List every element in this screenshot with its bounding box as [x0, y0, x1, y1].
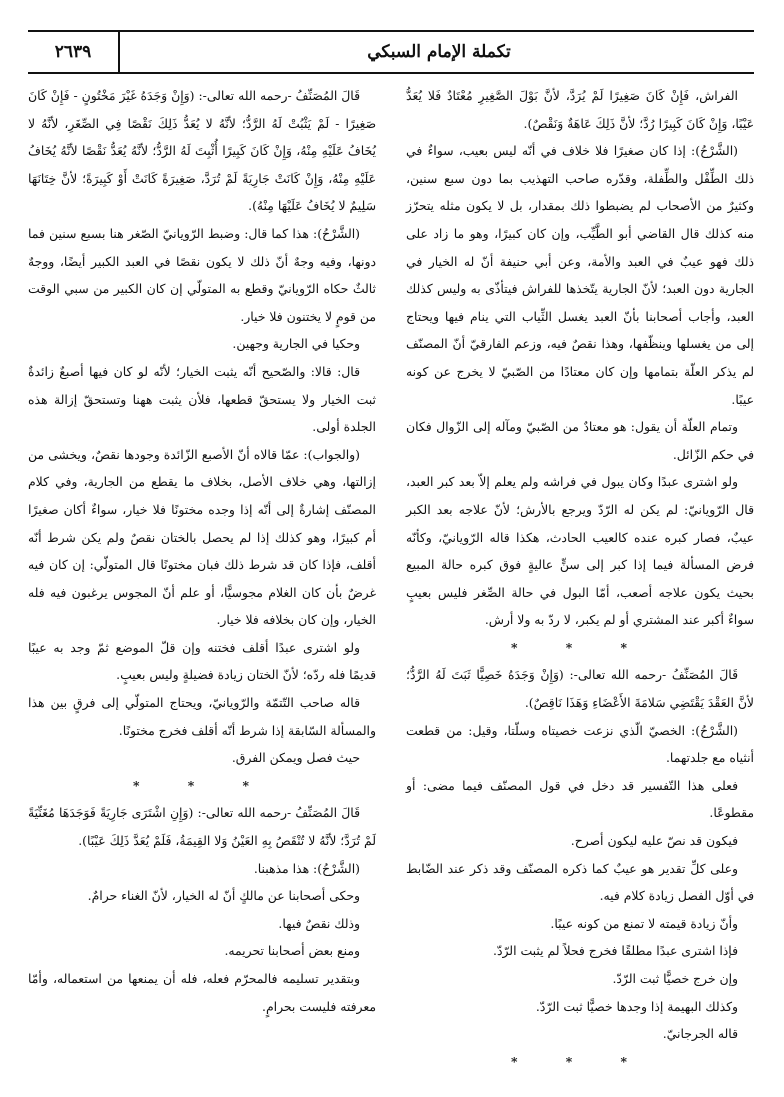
paragraph: وتمام العلّة أن يقول: هو معتادٌ من الصّبيّ ومآله إلى الزّوال فكان في حكم الزّائل.: [406, 419, 754, 462]
paragraph: قال: قالا: والصّحيح أنّه يثبت الخيار؛ لأنّه لو كان فيها أصبعٌ زائدةٌ ثبت الخيار ولا يستحقّ قطعها، فلأن يثبت ههنا وتستحقّ إزالة هذه الجلدة أولى.: [28, 363, 376, 435]
paragraph: وبتقدير تسليمه فالمحرّم فعله، فله أن يمنعها من استعماله، وأمّا معرفته فليست بحرامٍ.: [28, 971, 376, 1014]
page-header: [28, 30, 754, 74]
paragraph: ومنع بعض أصحابنا تحريمه.: [224, 943, 360, 959]
text-columns: [28, 82, 754, 1082]
section-separator: * * *: [510, 1053, 650, 1069]
paragraph: فيكون قد نصّ عليه ليكون أصرح.: [570, 833, 738, 849]
paragraph: فإذا اشترى عبدًا مطلقًا فخرج فحلاً لم يثبت الرّدّ.: [493, 943, 738, 959]
paragraph: (والجواب): عمّا قالاه أنّ الأصبع الزّائدة وجودها نقصٌ، ويخشى من إزالتها، وهي خلاف الأصل، بخلاف ما يقطع من الجارية، وفي كلام المصنّف إشارةٌ إلى أنّه إذا وجده مختونًا فلا خيار، سواءٌ أكان صغيرًا أم كبيرًا، وهو كذلك إذا لم يحصل بالختان نقصٌ ولم يكن شرط أنّه أقلف، فإذا كان قد شرط ذلك فبان مختونًا قال المتولّي: إن كان فيه غرضٌ بأن كان الغلام مجوسيًّا، أو علم أنّ المجوس يرغبون فيه فله الخيار، وإن كان بخلافه فلا خيار.: [28, 446, 376, 628]
book-page: [28, 30, 754, 1082]
left-column: [28, 82, 376, 1020]
paragraph: الفراش، فَإِنْ كَانَ صَغِيرًا لَمْ يُرَدَّ، لأنَّ بَوْلَ الصَّغِيرِ مُعْتَادٌ فَلا يُعَدُّ عَيْبًا، وَإِنْ كَانَ كَبِيرًا رُدَّ؛ لأنَّ ذَلِكَ عَاهَةٌ وَنَقْصٌ).: [406, 88, 754, 131]
right-column: [406, 82, 754, 1075]
paragraph: وإن خرج خصيًّا ثبت الرّدّ.: [612, 971, 738, 986]
paragraph: ولو اشترى عبدًا وكان يبول في فراشه ولم يعلم إلاّ بعد كبر العبد، قال الرّويانيّ: لم يكن له الرّدّ ويرجع بالأرش؛ لأنّ علاجه بعد الكبر عيبٌ، فصار كبره عنده كالعيب الحادث، هكذا قاله الرّويانيّ، وكأنّه فرض المسألة فيما إذا كبر إلى سنٍّ عاليةٍ فوق كبره حالة المبيع بحيث يكون علاجه أصعب، أمّا البول في حالة الصِّغر فليس بعيبٍ سواءٌ أكبر عند المشتري أو لم يكبر، لا ردّ به ولا أرش.: [406, 474, 754, 628]
paragraph: قاله صاحب التّتمّة والرّويانيّ، ويحتاج المتولّي إلى فرقٍ بين هذا والمسألة السّابقة إذا شرط أنّه أقلف فخرج مختونًا.: [28, 695, 376, 738]
paragraph: قَالَ المُصَنِّفُ -رحمه الله تعالى-: (وَإِنْ وَجَدَهُ خَصِيًّا ثَبَتَ لَهُ الرَّدُّ؛ لأنَّ العَقْدَ يَقْتَضِي سَلامَةَ الأَعْضَاءِ وَهَذَا نَاقِصٌ).: [406, 667, 754, 711]
paragraph: حيث فصل ويمكن الفرق.: [231, 750, 360, 766]
paragraph: ولو اشترى عبدًا أقلف فختنه وإن قلّ الموضع ثمّ وجد به عيبًا قديمًا فله ردّه؛ لأنّ الختان زيادة فضيلةٍ وليس بعيبٍ.: [28, 639, 376, 683]
paragraph: (الشَّرْحُ): إذا كان صغيرًا فلا خلاف في أنّه ليس بعيب، سواءٌ في ذلك الطِّفْل والطِّفلة، وقدّره صاحب التهذيب بما دون سبع سنين، وكثيرٌ من الأصحاب لم يضبطوا ذلك بمقدار، بل لا يكون مثله يتحرّز منه كذلك قال القاضي أبو الطَّيِّب، وإن كان كبيرًا، وهو ما زاد على ذلك فهو عيبٌ في العبد والأمة، وعن أبي حنيفة أنّ له الخيار في الجارية دون العبد؛ لأنّ الجارية يتّخذها للفراش فيتأذّى به وليس كذلك العبد، وأجاب أصحابنا بأنّ العبد يغسل الثِّياب التي ينام فيها ويحتاج إلى من يغسلها وينظّفها، وهذا نقصٌ فيه، وزعم الفارقيّ أنّ المصنّف لم يذكر العلّة بتمامها وإن كان معتادًا من الصّبيّ لا يخرج عن كونه عيبًا.: [406, 143, 754, 407]
paragraph: وحكى أصحابنا عن مالكٍ أنّ له الخيار، لأنّ الغناء حرامٌ.: [87, 888, 360, 904]
paragraph: قَالَ المُصَنِّفُ -رحمه الله تعالى-: (وَإِنِ اشْتَرَى جَارِيَةً فَوَجَدَهَا مُغَنِّيَةً لَمْ تُرَدَّ؛ لأنَّهُ لا تُنْقَصُ بِهِ العَيْنُ وَلا القِيمَةُ، فَلَمْ يُعَدَّ ذَلِكَ عَيْبًا).: [28, 805, 376, 849]
paragraph: وأنّ زيادة قيمته لا تمنع من كونه عيبًا.: [550, 915, 738, 931]
paragraph: قاله الجرجانيّ.: [662, 1026, 738, 1042]
section-separator: * * *: [132, 777, 272, 793]
section-separator: * * *: [510, 639, 650, 655]
paragraph: (الشَّرْحُ): هذا مذهبنا.: [253, 860, 360, 876]
paragraph: وكذلك البهيمة إذا وجدها خصيًّا ثبت الرّدّ.: [535, 998, 738, 1014]
paragraph: فعلى هذا التّفسير قد دخل في قول المصنّف فيما مضى: أو مقطوعًا.: [406, 777, 754, 821]
paragraph: وحكيا في الجارية وجهين.: [232, 336, 360, 352]
paragraph: (الشَّرْحُ): الخصيّ الّذي نزعت خصيتاه وسلّتا، وقيل: من قطعت أنثياه مع جلدتهما.: [406, 722, 754, 766]
page-number: ٢٦٣٩: [28, 32, 120, 72]
paragraph: (الشَّرْحُ): هذا كما قال: وضبط الرّويانيّ الصّغر هنا بسبع سنين فما دونها، وفيه وجهٌ أنّ ذلك لا يكون نقصًا في العبد الكبير أيضًا، ووجهٌ ثالثٌ حكاه الرّويانيّ وقطع به المتولّي إن كان الكبير من سبي الوقت من قومٍ لا يختنون فلا خيار.: [28, 225, 376, 324]
paragraph: قَالَ المُصَنِّفُ -رحمه الله تعالى-: (وَإِنْ وَجَدَهُ غَيْرَ مَخْتُونٍ - فَإِنْ كَانَ صَغِيرًا - لَمْ يَثْبُتْ لَهُ الرَّدُّ؛ لأنَّهُ لا يُعَدُّ ذَلِكَ نَقْصًا فِي الصِّغَرِ، لأنَّهُ لا يُخَافُ عَلَيْهِ مِنْهُ، وَإِنْ كَانَ كَبِيرًا أُثْبِتَ لَهُ الرَّدُّ؛ لأنَّهُ يُعَدُّ نَقْصًا لأنَّهُ يُخَافُ عَلَيْهِ مِنْهُ، وَإِنْ كَانَتْ جَارِيَةً لَمْ تُرَدَّ، صَغِيرَةً كَانَتْ أَوْ كَبِيرَةً؛ لأنَّ خِتَانَهَا سَلِيمٌ لا يُخَافُ عَلَيْهَا مِنْهُ).: [28, 88, 376, 214]
paragraph: وذلك نقصٌ فيها.: [278, 915, 360, 931]
running-title: تكملة الإمام السبكي: [367, 42, 511, 62]
paragraph: وعلى كلِّ تقدير هو عيبٌ كما ذكره المصنّف وقد ذكر عند الضّابط في أوّل الفصل زيادة كلام فيه.: [406, 860, 754, 904]
